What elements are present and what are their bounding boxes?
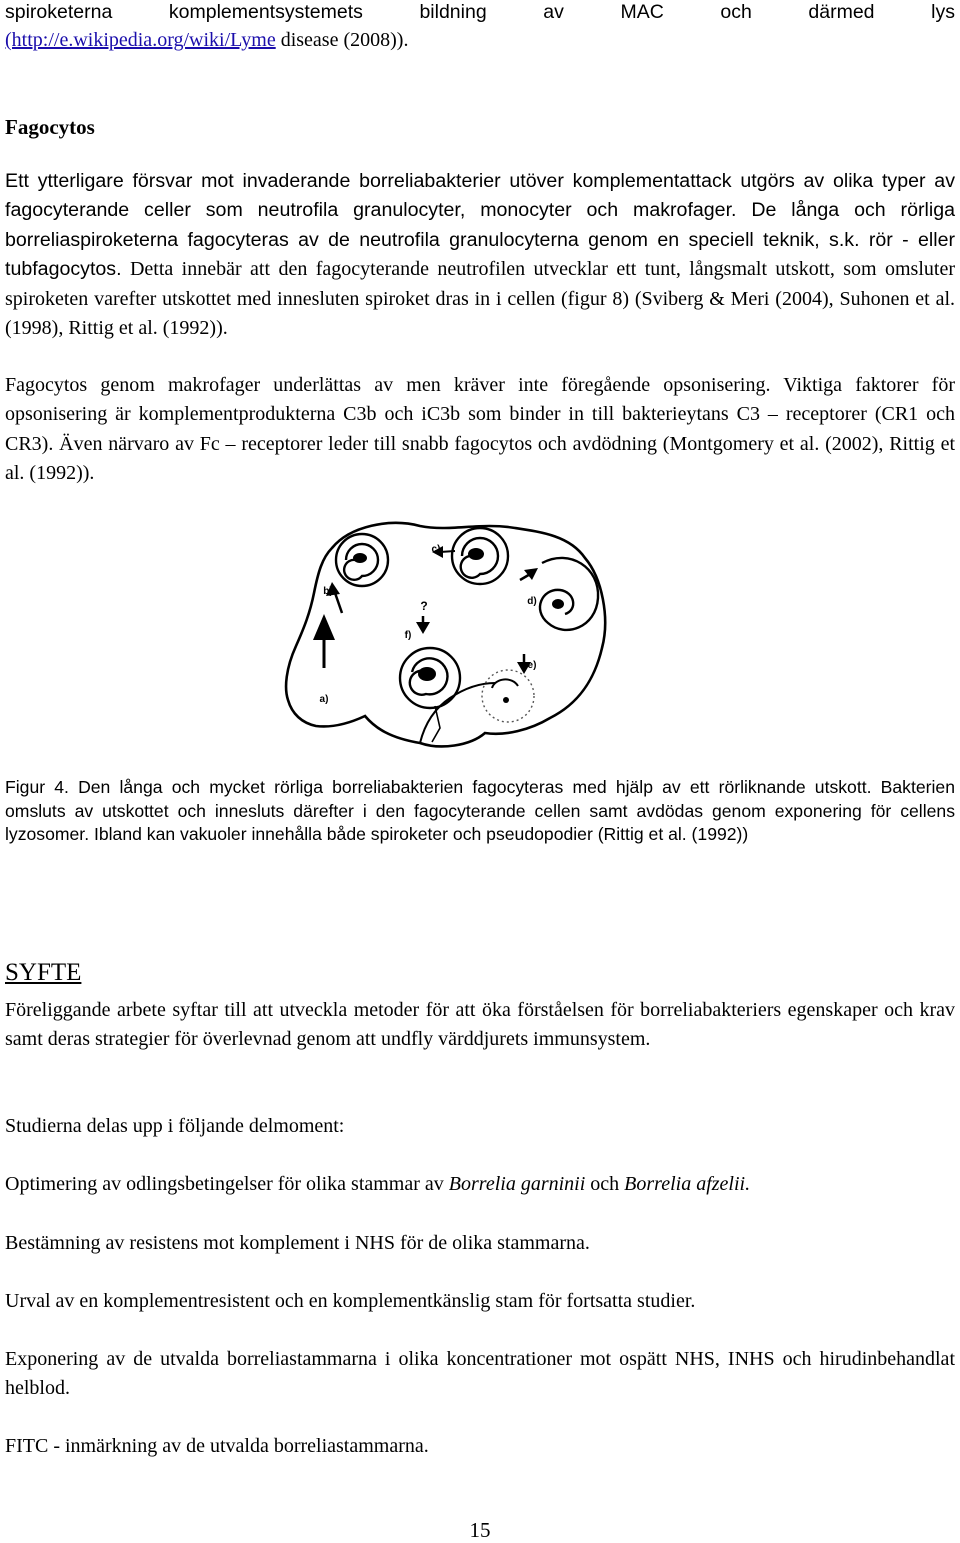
syfte-intro: Föreliggande arbete syftar till att utveckla metoder för att öka förståelsen för borreliabakteriers egenskaper och krav samt deras strategier för överlevnad genom att undfly värddjurets immunsystem.: [5, 999, 955, 1050]
arrow-d: [520, 568, 538, 580]
word: komplementsystemets: [168, 1, 363, 23]
paragraph-1-sans-part: Ett ytterligare försvar mot invaderande borreliabakterier utöver komplementattack utgörs av olika typer av fagocyterande celler som neutrofila granulocyter, monocyter och makrofager. De långa och rörliga borreliaspiroketerna fagocyteras av de neutrofila granulocyterna genom en speciell teknik, s.k. rör - eller tubfagocytos.: [5, 170, 955, 281]
word: bildning: [419, 1, 487, 23]
spiral-top-left: [336, 534, 388, 586]
fagocytos-paragraph-1: [5, 167, 955, 343]
word: MAC: [620, 1, 664, 23]
study-item-2: Bestämning av resistens mot komplement i NHS för de olika stammarna.: [5, 1232, 590, 1254]
vacuole-e: [482, 670, 534, 722]
cell-outline: [286, 523, 605, 746]
word: och: [720, 1, 752, 23]
wikipedia-link[interactable]: (http://e.wikipedia.org/wiki/Lyme: [5, 29, 276, 51]
study-item-1: [5, 1170, 955, 1199]
paragraph-1-serif-part: Detta innebär att den fagocyterande neutrofilen utvecklar ett tunt, långsmalt utskott, som omsluter spiroketen varefter utskottet med innesluten spiroket dras in i cellen (figur 8) (Sviberg & Meri (2004), Suhonen et al. (1998), Rittig et al. (1992)).: [5, 258, 955, 340]
phagocytosis-figure: [280, 518, 620, 750]
continuation-text: [5, 0, 955, 54]
figure-caption: Figur 4. Den långa och mycket rörliga borreliabakterien fagocyteras med hjälp av ett rörliknande utskott. Bakterien omsluts av utskottet och innesluts därefter i den fagocyterande cellen samt avdödas genom exponering för cellens lyzosomer. Ibland kan vakuoler innehålla både spiroketer och pseudopodier (Rittig et al. (1992)): [5, 777, 955, 844]
arrow-q: [416, 616, 430, 634]
study-item-1-mid: och: [585, 1173, 625, 1195]
word: därmed: [808, 1, 875, 23]
figure-label-a: a): [319, 694, 329, 705]
vacuole-f: [400, 648, 460, 708]
studies-intro: Studierna delas upp i följande delmoment:: [5, 1115, 345, 1137]
figure-label-b: b): [323, 586, 333, 597]
word: spiroketerna: [5, 1, 113, 23]
section-heading-syfte: SYFTE: [5, 959, 82, 986]
cell-fold: [432, 706, 440, 742]
figure-label-question: ?: [420, 599, 428, 613]
page-number: 15: [469, 1518, 491, 1542]
study-item-3: Urval av en komplementresistent och en komplementkänslig stam för fortsatta studier.: [5, 1290, 696, 1312]
figure-label-c: c): [431, 544, 441, 555]
arrow-a: [313, 614, 335, 668]
study-item-4: Exponering av de utvalda borreliastammarna i olika koncentrationer mot ospätt NHS, INHS och hirudinbehandlat helblod.: [5, 1348, 955, 1399]
figure-label-e: e): [527, 660, 537, 671]
word: av: [543, 1, 564, 23]
section-heading-fagocytos: Fagocytos: [5, 115, 95, 139]
spiral-top-center: [452, 528, 508, 584]
continuation-line-1: [5, 0, 955, 26]
species-garninii: Borrelia garninii: [448, 1173, 586, 1195]
continuation-rest: disease (2008)).: [275, 29, 409, 51]
continuation-line-2: [5, 26, 955, 54]
study-item-1-pre: Optimering av odlingsbetingelser för olika stammar av: [5, 1173, 449, 1195]
spiral-right: [540, 558, 598, 630]
study-item-5: FITC - inmärkning av de utvalda borreliastammarna.: [5, 1435, 429, 1457]
figure-label-f: f): [404, 630, 412, 641]
species-afzelii: Borrelia afzelii.: [624, 1173, 751, 1195]
word: lys: [931, 1, 955, 23]
figure-label-d: d): [527, 596, 537, 607]
fagocytos-paragraph-2: Fagocytos genom makrofager underlättas av men kräver inte föregående opsonisering. Viktiga faktorer för opsonisering är komplementprodukterna C3b och iC3b som binder in till bakterieytans C3 – receptorer (CR1 och CR3). Även närvaro av Fc – receptorer leder till snabb fagocytos och avdödning (Montgomery et al. (2002), Rittig et al. (1992)).: [5, 374, 955, 485]
